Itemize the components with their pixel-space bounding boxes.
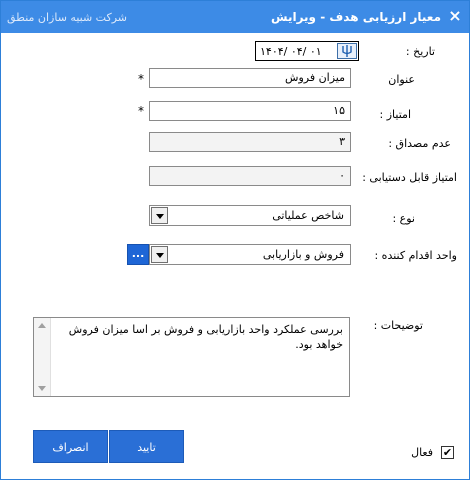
company-name: شرکت شبیه سازان منطق — [7, 11, 127, 24]
unit-label: واحد اقدام کننده : — [374, 249, 457, 262]
instances-field: ۳ — [149, 132, 351, 152]
cancel-button[interactable]: انصراف — [33, 430, 108, 463]
form-body — [5, 33, 465, 477]
unit-select[interactable] — [149, 244, 351, 265]
title-bar[interactable] — [1, 1, 469, 33]
score-required-mark: * — [138, 104, 144, 118]
ok-button[interactable]: تایید — [109, 430, 184, 463]
scroll-down-icon[interactable] — [38, 386, 46, 391]
calendar-button[interactable] — [337, 43, 357, 59]
type-label: نوع : — [392, 212, 415, 225]
score-label: امتیاز : — [379, 108, 411, 121]
achievable-score-label: امتیاز قابل دستیابی : — [362, 171, 457, 184]
chevron-down-icon[interactable] — [151, 207, 168, 224]
close-icon[interactable]: × — [448, 6, 462, 25]
calendar-icon — [338, 44, 356, 58]
date-field[interactable] — [255, 41, 359, 61]
instances-label: عدم مصداق : — [388, 137, 451, 150]
title-field[interactable]: میزان فروش — [149, 68, 351, 88]
dialog-title: معیار ارزیابی هدف - ویرایش — [271, 10, 441, 24]
date-label: تاریخ : — [405, 45, 435, 58]
description-scrollbar[interactable] — [34, 318, 51, 396]
browse-unit-button[interactable]: ... — [127, 244, 149, 265]
active-label: فعال — [411, 446, 433, 459]
scroll-up-icon[interactable] — [38, 323, 46, 328]
active-checkbox[interactable]: ✔ — [442, 446, 453, 459]
unit-value: فروش و بازاریابی — [262, 248, 344, 261]
description-text: بررسی عملکرد واحد بازاریابی و فروش بر اسا میزان فروش خواهد بود. — [68, 323, 343, 351]
type-select[interactable] — [149, 205, 351, 226]
type-value: شاخص عملیاتی — [272, 209, 344, 222]
chevron-down-icon[interactable] — [151, 246, 168, 263]
description-field[interactable] — [33, 317, 350, 397]
title-label: عنوان — [388, 73, 415, 86]
date-value: ۱۴۰۴/ ۰۴/ ۰۱ — [260, 45, 322, 58]
achievable-score-field: ۰ — [149, 166, 351, 186]
score-field[interactable]: ۱۵ — [149, 101, 351, 121]
title-required-mark: * — [138, 72, 144, 86]
description-label: توضیحات : — [373, 319, 423, 332]
